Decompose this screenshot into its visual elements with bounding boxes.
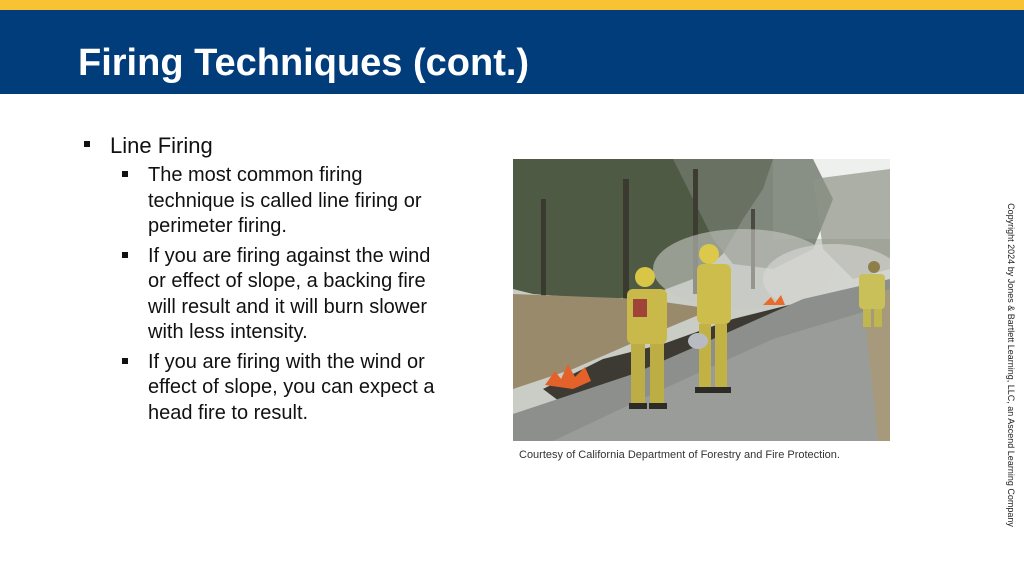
- slide-title: Firing Techniques (cont.): [78, 42, 530, 84]
- slide-content: [84, 132, 444, 430]
- bullet-line-firing: [84, 132, 444, 160]
- sub-bullet-list: [84, 163, 444, 426]
- copyright-notice: Copyright 2024 by Jones & Bartlett Learning, LLC, an Ascend Learning Company: [1006, 203, 1016, 527]
- bullet-label: Line Firing: [110, 133, 213, 158]
- image-caption: Courtesy of California Department of Forestry and Fire Protection.: [519, 449, 840, 461]
- square-bullet-icon: [122, 252, 128, 258]
- sub-bullet-item: [122, 163, 444, 240]
- sub-bullet-item: [122, 350, 444, 427]
- firefighters-photo-illustration: [513, 159, 890, 441]
- sub-bullet-text: The most common firing technique is called line firing or perimeter firing.: [148, 164, 422, 237]
- sub-bullet-text: If you are firing with the wind or effect of slope, you can expect a head fire to result.: [148, 350, 435, 424]
- square-bullet-icon: [122, 171, 128, 177]
- title-bar: [0, 10, 1024, 94]
- sub-bullet-item: [122, 244, 444, 346]
- firefighters-photo: [513, 159, 890, 441]
- square-bullet-icon: [84, 141, 90, 147]
- accent-stripe: [0, 0, 1024, 10]
- sub-bullet-text: If you are firing against the wind or effect of slope, a backing fire will result and it will burn slower with less intensity.: [148, 244, 431, 343]
- square-bullet-icon: [122, 358, 128, 364]
